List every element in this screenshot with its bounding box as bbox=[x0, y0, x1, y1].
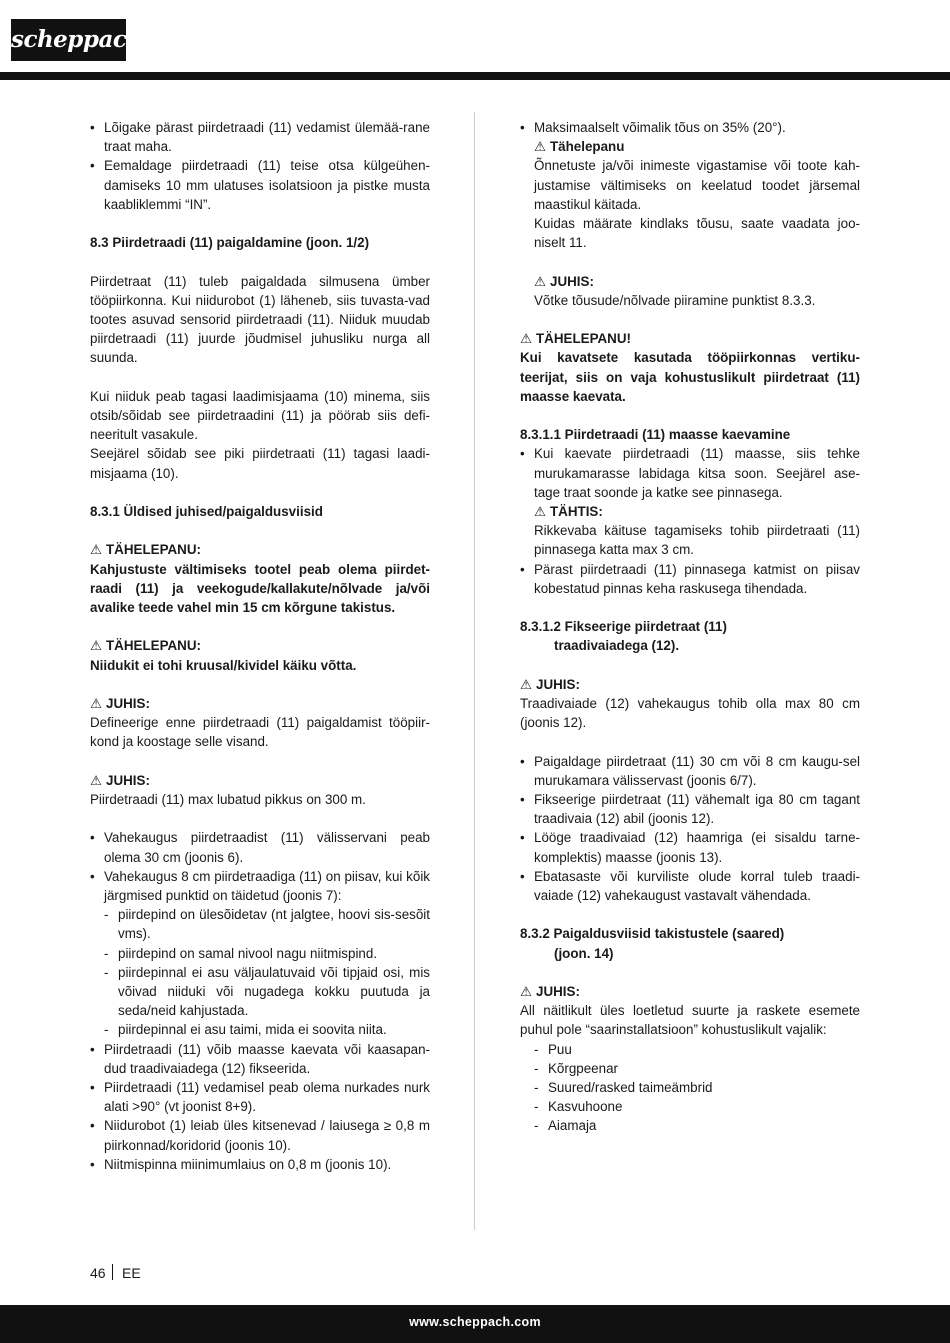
important-text: Rikkevaba käituse tagamiseks tohib piirdetraati (11) pinnasega katta max 3 cm. bbox=[534, 523, 860, 558]
section-heading: 8.3.1 Üldised juhised/paigaldusviisid bbox=[90, 504, 323, 519]
list-item: - Aiamaja bbox=[534, 1118, 597, 1134]
list-item: • Kui kaevate piirdetraadi (11) maasse, siis tehke murukamarasse labidaga kitsa soon. Seejärel ase-tage traat soonde ja katke see pinnasega. bbox=[520, 446, 860, 500]
warning-icon: ⚠ bbox=[520, 331, 533, 347]
list-item: • Piirdetraadi (11) vedamisel peab olema nurkades nurk alati >90° (vt joonist 8+9). bbox=[90, 1080, 430, 1115]
warning-icon: ⚠ bbox=[90, 772, 103, 788]
sub-list-item: - piirdepinnal ei asu väljaulatuvaid või tipjaid osi, mis võivad niiduki või nugadega kokku puutuda ja seda/neid kahjustada. bbox=[104, 964, 430, 1019]
warning-icon: ⚠ bbox=[90, 542, 103, 558]
sub-list-item: - piirdepind on ülesõidetav (nt jalgtee, hoovi sis-sesõit vms). bbox=[104, 907, 430, 942]
warning-icon: ⚠ bbox=[534, 139, 547, 155]
paragraph: Piirdetraat (11) tuleb paigaldada silmusena ümber tööpiirkonna. Kui niidurobot (1) läheneb, siis tuvasta-vad tootes asuvad sensorid piirdetraadi (11). Niiduk muudab piirdetraadi (11) juurde jõudmisel juhusliku nurga all suunda. bbox=[90, 273, 430, 366]
warning-icon: ⚠ bbox=[520, 676, 533, 692]
warning-icon: ⚠ bbox=[90, 695, 103, 711]
footer-separator bbox=[112, 1264, 113, 1280]
list-item: • Maksimaalselt võimalik tõus on 35% (20°). bbox=[520, 120, 786, 135]
sub-list-item: - piirdepinnal ei asu taimi, mida ei soovita niita. bbox=[104, 1022, 387, 1038]
page-number: 46 bbox=[90, 1265, 106, 1281]
list-item: • Piirdetraadi (11) võib maasse kaevata või kaasapan-dud traadivaiadega (12) fikseerida. bbox=[90, 1041, 430, 1076]
warning-icon: ⚠ bbox=[534, 504, 547, 520]
list-item: • Paigaldage piirdetraat (11) 30 cm või 8 cm kaugu-sel murukamara välisservast (joonis 6/7). bbox=[520, 753, 860, 788]
section-heading: 8.3.1.1 Piirdetraadi (11) maasse kaevamine bbox=[520, 427, 791, 443]
website-link[interactable]: www.scheppach.com bbox=[409, 1315, 541, 1329]
list-item: • Pärast piirdetraadi (11) pinnasega katmist on piisav kobestatud pinnas keha raskusega tihendada. bbox=[520, 561, 860, 596]
note-text: Traadivaiade (12) vahekaugus tohib olla max 80 cm (joonis 12). bbox=[520, 696, 860, 731]
warning-title: ⚠ TÄHELEPANU: bbox=[90, 636, 430, 655]
list-item: • Fikseerige piirdetraat (11) vähemalt iga 80 cm tagant traadivaia (12) abil (joonis 12). bbox=[520, 792, 860, 827]
note-title: ⚠ JUHIS: bbox=[90, 694, 430, 713]
note-title: ⚠ JUHIS: bbox=[520, 982, 860, 1001]
warning-title: ⚠ TÄHELEPANU: bbox=[90, 540, 430, 559]
warning-title: ⚠ Tähelepanu bbox=[520, 137, 860, 156]
note-text: Piirdetraadi (11) max lubatud pikkus on 300 m. bbox=[90, 791, 366, 807]
list-item: • Lõigake pärast piirdetraadi (11) vedamist ülemää-rane traat maha. bbox=[90, 120, 430, 155]
list-item: • Eemaldage piirdetraadi (11) teise otsa külgeühen-damiseks 10 mm ulatuses isolatsioon ja pistke musta kaabliklemmi “IN”. bbox=[90, 158, 430, 212]
important-title: ⚠ TÄHTIS: bbox=[520, 502, 860, 521]
warning-icon: ⚠ bbox=[90, 638, 103, 654]
paragraph: Seejärel sõidab see piki piirdetraati (11) tagasi laadi-misjaama (10). bbox=[90, 446, 430, 481]
sub-list-item: - piirdepind on samal nivool nagu niitmispind. bbox=[104, 945, 378, 961]
warning-text: Niidukit ei tohi kruusal/kividel käiku võtta. bbox=[90, 657, 357, 673]
section-heading: 8.3.1.2 Fikseerige piirdetraat (11) bbox=[520, 619, 727, 635]
warning-text: Kui kavatsete kasutada tööpiirkonnas vertiku-teerijat, siis on vaja kohustuslikult piirdetraat (11) maasse kaevata. bbox=[520, 350, 860, 404]
paragraph: Kuidas määrate kindlaks tõusu, saate vaadata joo-niselt 11. bbox=[534, 216, 860, 251]
list-item: • Lööge traadivaiad (12) haamriga (ei sisaldu tarne-komplektis) maasse (joonis 13). bbox=[520, 830, 860, 865]
section-heading-cont: (joon. 14) bbox=[554, 945, 614, 961]
column-divider bbox=[474, 112, 475, 1230]
note-title: ⚠ JUHIS: bbox=[520, 272, 860, 291]
list-item: - Kasvuhoone bbox=[534, 1099, 623, 1115]
note-text: All näitlikult üles loetletud suurte ja raskete esemete puhul pole “saarinstallatsioon” kohustuslikult vajalik: bbox=[520, 1003, 860, 1038]
warning-title: ⚠ TÄHELEPANU! bbox=[520, 329, 860, 348]
list-item: - Suured/rasked taimeämbrid bbox=[534, 1080, 713, 1096]
warning-icon: ⚠ bbox=[534, 273, 547, 289]
section-heading-cont: traadivaiadega (12). bbox=[554, 638, 680, 654]
list-item: • Ebatasaste või kurviliste olude korral tuleb traadi-vaiade (12) vahekaugust vastavalt vähendada. bbox=[520, 868, 860, 904]
warning-text: Kahjustuste vältimiseks tootel peab olema piirdet-raadi (11) ja veekogude/kallakute/nõlvade ja/või avalike teede vahel min 15 cm kõrgune takistus. bbox=[90, 561, 430, 615]
note-title: ⚠ JUHIS: bbox=[90, 771, 430, 790]
note-title: ⚠ JUHIS: bbox=[520, 675, 860, 694]
header-bar bbox=[0, 72, 950, 80]
list-item: • Vahekaugus piirdetraadist (11) välisservani peab olema 30 cm (joonis 6). bbox=[90, 830, 430, 865]
warning-icon: ⚠ bbox=[520, 984, 533, 1000]
warning-text: Õnnetuste ja/või inimeste vigastamise või toote kah-justamise vältimiseks on keelatud toodet järsemal maastikul käitada. bbox=[534, 158, 860, 212]
list-item: • Niidurobot (1) leiab üles kitsenevad / laiusega ≥ 0,8 m piirkonnad/koridorid (joonis 10). bbox=[90, 1118, 430, 1153]
list-item: - Kõrgpeenar bbox=[534, 1060, 618, 1076]
list-item: • Vahekaugus 8 cm piirdetraadiga (11) on piisav, kui kõik järgmised punktid on täidetud (joonis 7): bbox=[90, 868, 430, 903]
language-code: EE bbox=[122, 1265, 141, 1281]
right-column bbox=[520, 118, 860, 1136]
note-text: Defineerige enne piirdetraadi (11) paigaldamist tööpiir-kond ja koostage selle visand. bbox=[90, 715, 430, 750]
list-item: • Niitmispinna miinimumlaius on 0,8 m (joonis 10). bbox=[90, 1156, 392, 1172]
section-heading: 8.3 Piirdetraadi (11) paigaldamine (joon. 1/2) bbox=[90, 235, 370, 251]
brand-logo: scheppach bbox=[11, 19, 126, 61]
note-text: Võtke tõusude/nõlvade piiramine punktist 8.3.3. bbox=[534, 292, 816, 308]
section-heading: 8.3.2 Paigaldusviisid takistustele (saared) bbox=[520, 926, 785, 942]
paragraph: Kui niiduk peab tagasi laadimisjaama (10) minema, siis otsib/sõidab see piirdetraadini (11) ja pöörab siis defi-neeritult vasakule. bbox=[90, 388, 430, 443]
left-column bbox=[90, 118, 430, 1174]
list-item: - Puu bbox=[534, 1041, 572, 1057]
